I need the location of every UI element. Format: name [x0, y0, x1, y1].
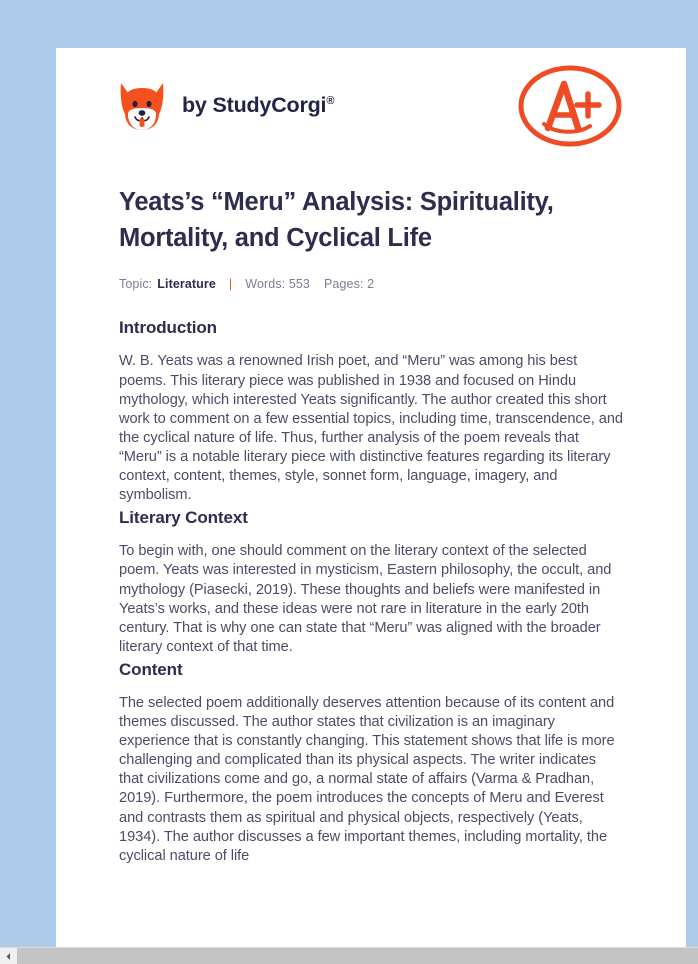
horizontal-scrollbar[interactable] — [0, 947, 698, 964]
section-body-content: The selected poem additionally deserves attention because of its content and themes discussed. The author states that civilization is an imaginary experience that is constantly changing. This statement shows that life is more challenging and complicated than its physical aspects. The writer indicates that civilizations come and go, a normal state of affairs (Varma & Pradhan, 2019). Furthermore, the poem introduces the concepts of Meru and Everest and contrasts them as spiritual and physical objects, respectively (Yeats, 1934). The author discusses a few important themes, including mortality, the cyclical nature of life — [119, 694, 615, 864]
a-plus-badge-icon — [516, 62, 624, 150]
page-count: Pages: 2 — [323, 277, 375, 292]
brand-wordmark — [182, 95, 334, 117]
topic-link[interactable]: Literature — [157, 277, 216, 292]
scroll-left-arrow-icon[interactable] — [0, 948, 17, 964]
section-heading-introduction: Introduction — [119, 318, 217, 338]
document-header — [119, 48, 624, 158]
section-body-literary-context: To begin with, one should comment on the literary context of the selected poem. Yeats was interested in mysticism, Eastern philosophy, the occult, and mythology (Piasecki, 2019). These thoughts and beliefs were manifested in Yeats’s works, and these ideas were not rare in literature in the early 20th century. That is why one can state that “Meru” was aligned with the broader literary context of that time. — [119, 543, 612, 655]
topic-label: Topic: — [119, 277, 153, 292]
section-body-introduction: W. B. Yeats was a renowned Irish poet, and “Meru” was among his best poems. This literary piece was published in 1938 and focused on Hindu mythology, which interested Yeats significantly. The author created this short work to comment on a few essential topics, including time, transcendence, and the cyclical nature of life. Thus, further analysis of the poem reveals that “Meru” is a notable literary piece with distinctive features regarding its literary context, content, themes, style, sonnet form, language, imagery, and symbolism. — [119, 353, 623, 504]
document-meta — [119, 277, 624, 291]
section-heading-content: Content — [119, 659, 183, 679]
word-count: Words: 553 — [245, 277, 310, 292]
registered-trademark-icon: ® — [326, 95, 335, 108]
brand-name: StudyCorgi — [212, 93, 327, 118]
brand-prefix: by — [182, 93, 213, 118]
studycorgi-brand[interactable] — [119, 80, 334, 132]
document-page-sheet — [56, 48, 686, 948]
page-title: Yeats’s “Meru” Analysis: Spirituality, Mortality, and Cyclical Life — [119, 188, 554, 253]
section-heading-literary-context: Literary Context — [119, 508, 248, 528]
corgi-face-icon — [119, 80, 165, 132]
scroll-thumb[interactable] — [17, 948, 698, 964]
meta-separator: | — [228, 277, 233, 292]
